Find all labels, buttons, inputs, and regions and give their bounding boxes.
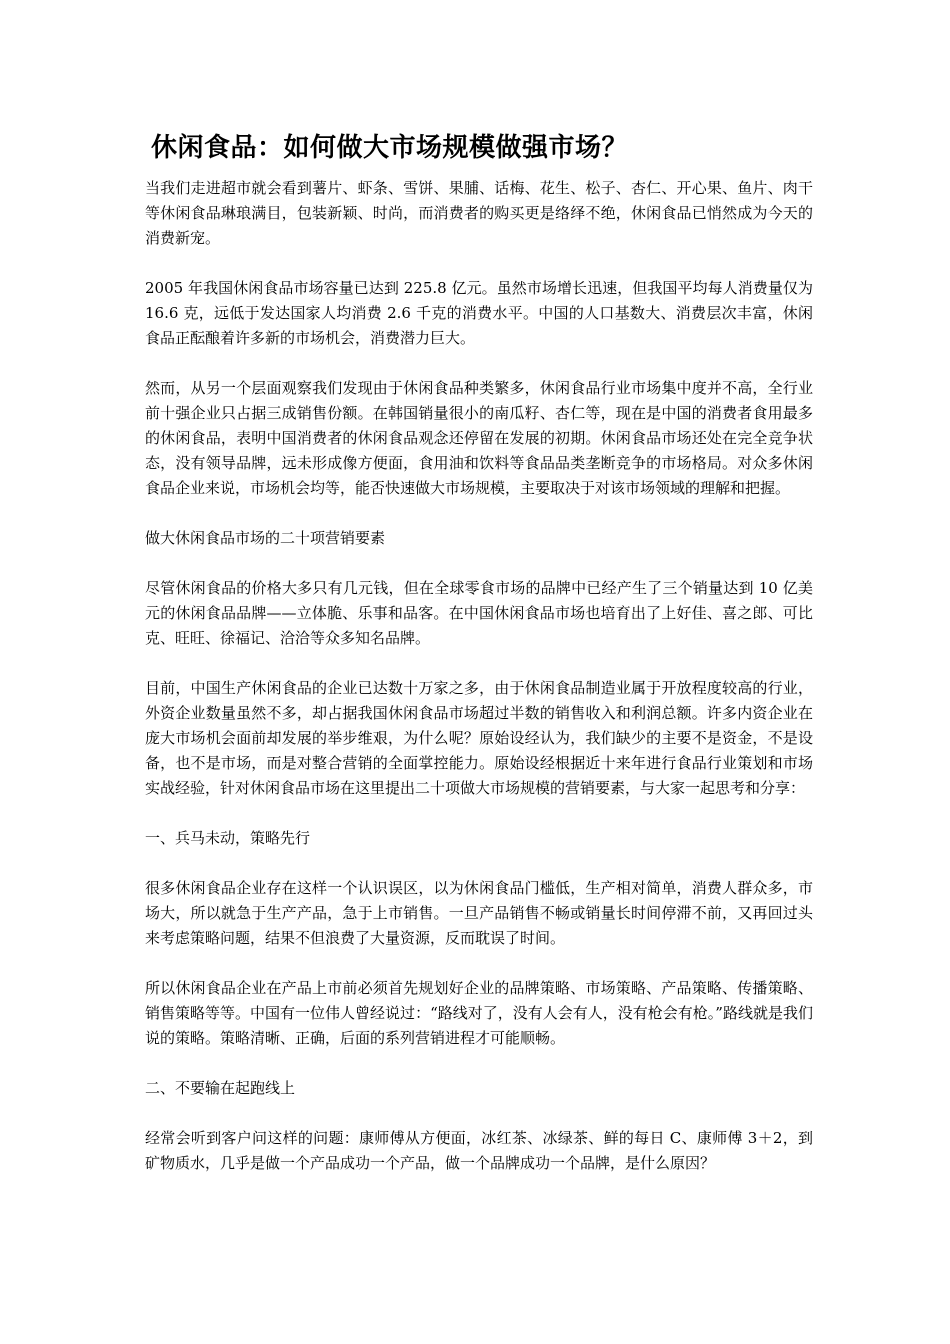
section-heading-starting-line: 二、不要输在起跑线上	[145, 1079, 296, 1097]
paragraph-intro: 当我们走进超市就会看到薯片、虾条、雪饼、果脯、话梅、花生、松子、杏仁、开心果、鱼片、肉干等休闲食品琳琅满目，包装新颖、时尚，而消费者的购买更是络绎不绝，休闲食品已悄然成为今天的消费新宠。	[145, 179, 813, 247]
paragraph-domestic-situation: 目前，中国生产休闲食品的企业已达数十万家之多，由于休闲食品制造业属于开放程度较高的行业，外资企业数量虽然不多，却占据我国休闲食品市场超过半数的销售收入和利润总额。许多内资企业在庞大市场机会面前却发展的举步维艰，为什么呢？原始设经认为，我们缺少的主要不是资金，不是设备，也不是市场，而是对整合营销的全面掌控能力。原始设经根据近十来年进行食品行业策划和市场实战经验，针对休闲食品市场在这里提出二十项做大市场规模的营销要素，与大家一起思考和分享：	[145, 679, 813, 797]
document-title: 休闲食品：如何做大市场规模做强市场？	[151, 133, 629, 163]
paragraph-market-concentration: 然而，从另一个层面观察我们发现由于休闲食品种类繁多，休闲食品行业市场集中度并不高，全行业前十强企业只占据三成销售份额。在韩国销量很小的南瓜籽、杏仁等，现在是中国的消费者食用最多的休闲食品，表明中国消费者的休闲食品观念还停留在发展的初期。休闲食品市场还处在完全竞争状态，没有领导品牌，远未形成像方便面，食用油和饮料等食品品类垄断竞争的市场格局。对众多休闲食品企业来说，市场机会均等，能否快速做大市场规模，主要取决于对该市场领域的理解和把握。	[145, 379, 813, 497]
paragraph-misconception: 很多休闲食品企业存在这样一个认识误区，以为休闲食品门槛低，生产相对简单，消费人群众多，市场大，所以就急于生产产品，急于上市销售。一旦产品销售不畅或销量长时间停滞不前，又再回过头来考虑策略问题，结果不但浪费了大量资源，反而耽误了时间。	[145, 879, 813, 947]
paragraph-master-kong: 经常会听到客户问这样的问题：康师傅从方便面，冰红茶、冰绿茶、鲜的每日 C、康师傅 3＋2，到矿物质水，几乎是做一个产品成功一个产品，做一个品牌成功一个品牌，是什么原因？	[145, 1129, 813, 1172]
section-heading-twenty-factors: 做大休闲食品市场的二十项营销要素	[145, 529, 386, 547]
section-heading-strategy-first: 一、兵马未动，策略先行	[145, 829, 311, 847]
paragraph-market-size: 2005 年我国休闲食品市场容量已达到 225.8 亿元。虽然市场增长迅速，但我国平均每人消费量仅为 16.6 克，远低于发达国家人均消费 2.6 千克的消费水平。中国的人口基数大、消费层次丰富，休闲食品正酝酿着许多新的市场机会，消费潜力巨大。	[145, 279, 813, 347]
document-body	[145, 128, 813, 1201]
paragraph-strategy-planning: 所以休闲食品企业在产品上市前必须首先规划好企业的品牌策略、市场策略、产品策略、传播策略、销售策略等等。中国有一位伟人曾经说过：“路线对了，没有人会有人，没有枪会有枪。”路线就是我们说的策略。策略清晰、正确，后面的系列营销进程才可能顺畅。	[145, 979, 813, 1047]
paragraph-global-brands: 尽管休闲食品的价格大多只有几元钱，但在全球零食市场的品牌中已经产生了三个销量达到 10 亿美元的休闲食品品牌——立体脆、乐事和品客。在中国休闲食品市场也培育出了上好佳、喜之郎、可比克、旺旺、徐福记、洽洽等众多知名品牌。	[145, 579, 813, 647]
